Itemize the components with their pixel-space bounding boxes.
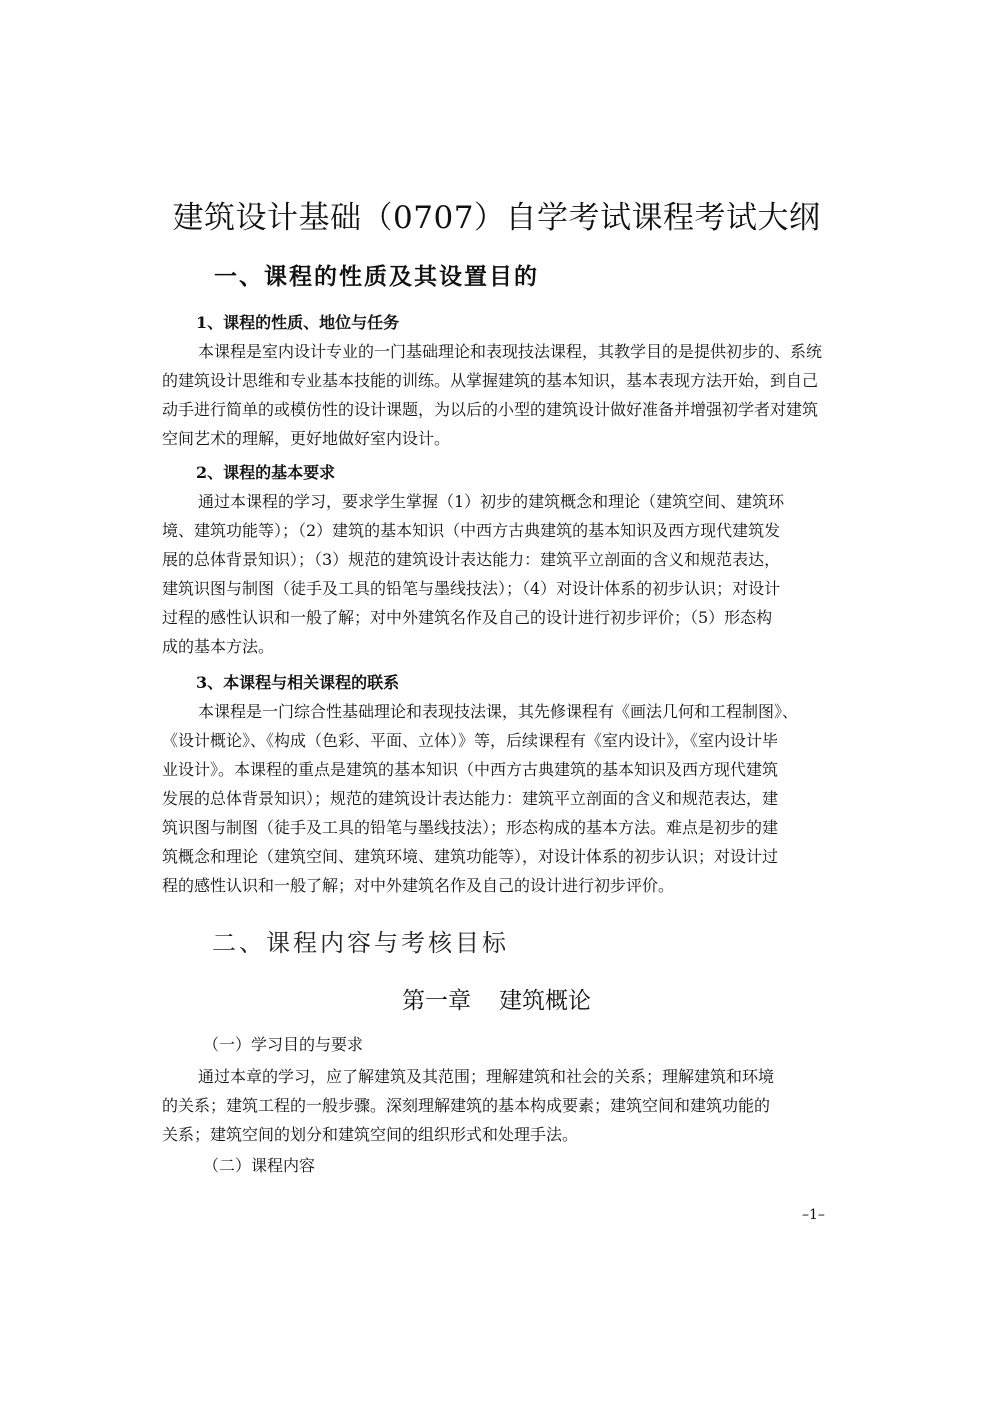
section-1-2-paragraph bbox=[162, 487, 882, 661]
section-1-3-heading: 3、本课程与相关课程的联系 bbox=[196, 673, 400, 692]
section-2-1-heading: （一）学习目的与要求 bbox=[203, 1035, 364, 1054]
section-1-1-paragraph bbox=[162, 337, 882, 453]
paragraph-line: 发展的总体背景知识）；规范的建筑设计表达能力：建筑平立剖面的含义和规范表达，建 bbox=[162, 789, 779, 808]
section-1-heading: 一、课程的性质及其设置目的 bbox=[214, 263, 539, 290]
paragraph-line: 展的总体背景知识）；（3）规范的建筑设计表达能力：建筑平立剖面的含义和规范表达， bbox=[162, 550, 781, 569]
document-title: 建筑设计基础（0707）自学考试课程考试大纲 bbox=[172, 200, 821, 236]
paragraph-line: 通过本课程的学习，要求学生掌握（1）初步的建筑概念和理论（建筑空间、建筑环 bbox=[198, 492, 785, 511]
page-number: –1– bbox=[802, 1207, 825, 1223]
paragraph-line: 筑概念和理论（建筑空间、建筑环境、建筑功能等），对设计体系的初步认识；对设计过 bbox=[162, 847, 779, 866]
paragraph-line: 《设计概论》、《构成（色彩、平面、立体）》等，后续课程有《室内设计》，《室内设计毕 bbox=[162, 731, 779, 750]
chapter-title bbox=[0, 986, 993, 1016]
paragraph-line: 成的基本方法。 bbox=[162, 637, 275, 656]
chapter-name: 建筑概论 bbox=[499, 988, 591, 1014]
paragraph-line: 程的感性认识和一般了解；对中外建筑名作及自己的设计进行初步评价。 bbox=[162, 876, 675, 895]
paragraph-line: 的关系；建筑工程的一般步骤。深刻理解建筑的基本构成要素；建筑空间和建筑功能的 bbox=[162, 1096, 771, 1115]
section-2-heading: 二、课程内容与考核目标 bbox=[212, 929, 509, 957]
paragraph-line: 业设计》。本课程的重点是建筑的基本知识（中西方古典建筑的基本知识及西方现代建筑 bbox=[162, 760, 779, 779]
paragraph-line: 本课程是室内设计专业的一门基础理论和表现技法课程，其教学目的是提供初步的、系统 bbox=[198, 342, 823, 361]
section-1-3-paragraph bbox=[162, 697, 882, 900]
section-1-1-heading: 1、课程的性质、地位与任务 bbox=[196, 313, 400, 332]
section-1-2-heading: 2、课程的基本要求 bbox=[196, 463, 336, 482]
paragraph-line: 筑识图与制图（徒手及工具的铅笔与墨线技法）；形态构成的基本方法。难点是初步的建 bbox=[162, 818, 779, 837]
paragraph-line: 动手进行简单的或模仿性的设计课题，为以后的小型的建筑设计做好准备并增强初学者对建筑 bbox=[162, 400, 819, 419]
paragraph-line: 过程的感性认识和一般了解；对中外建筑名作及自己的设计进行初步评价；（5）形态构 bbox=[162, 608, 773, 627]
paragraph-line: 境、建筑功能等）；（2）建筑的基本知识（中西方古典建筑的基本知识及西方现代建筑发 bbox=[162, 521, 781, 540]
paragraph-line: 关系；建筑空间的划分和建筑空间的组织形式和处理手法。 bbox=[162, 1125, 579, 1144]
section-2-1-paragraph bbox=[162, 1062, 882, 1149]
paragraph-line: 建筑识图与制图（徒手及工具的铅笔与墨线技法）；（4）对设计体系的初步认识；对设计 bbox=[162, 579, 781, 598]
paragraph-line: 本课程是一门综合性基础理论和表现技法课，其先修课程有《画法几何和工程制图》、 bbox=[198, 702, 799, 721]
paragraph-line: 的建筑设计思维和专业基本技能的训练。从掌握建筑的基本知识，基本表现方法开始，到自己 bbox=[162, 371, 819, 390]
paragraph-line: 通过本章的学习，应了解建筑及其范围；理解建筑和社会的关系；理解建筑和环境 bbox=[198, 1067, 775, 1086]
section-2-2-heading: （二）课程内容 bbox=[203, 1156, 316, 1175]
paragraph-line: 空间艺术的理解，更好地做好室内设计。 bbox=[162, 429, 451, 448]
chapter-label: 第一章 bbox=[402, 988, 471, 1014]
